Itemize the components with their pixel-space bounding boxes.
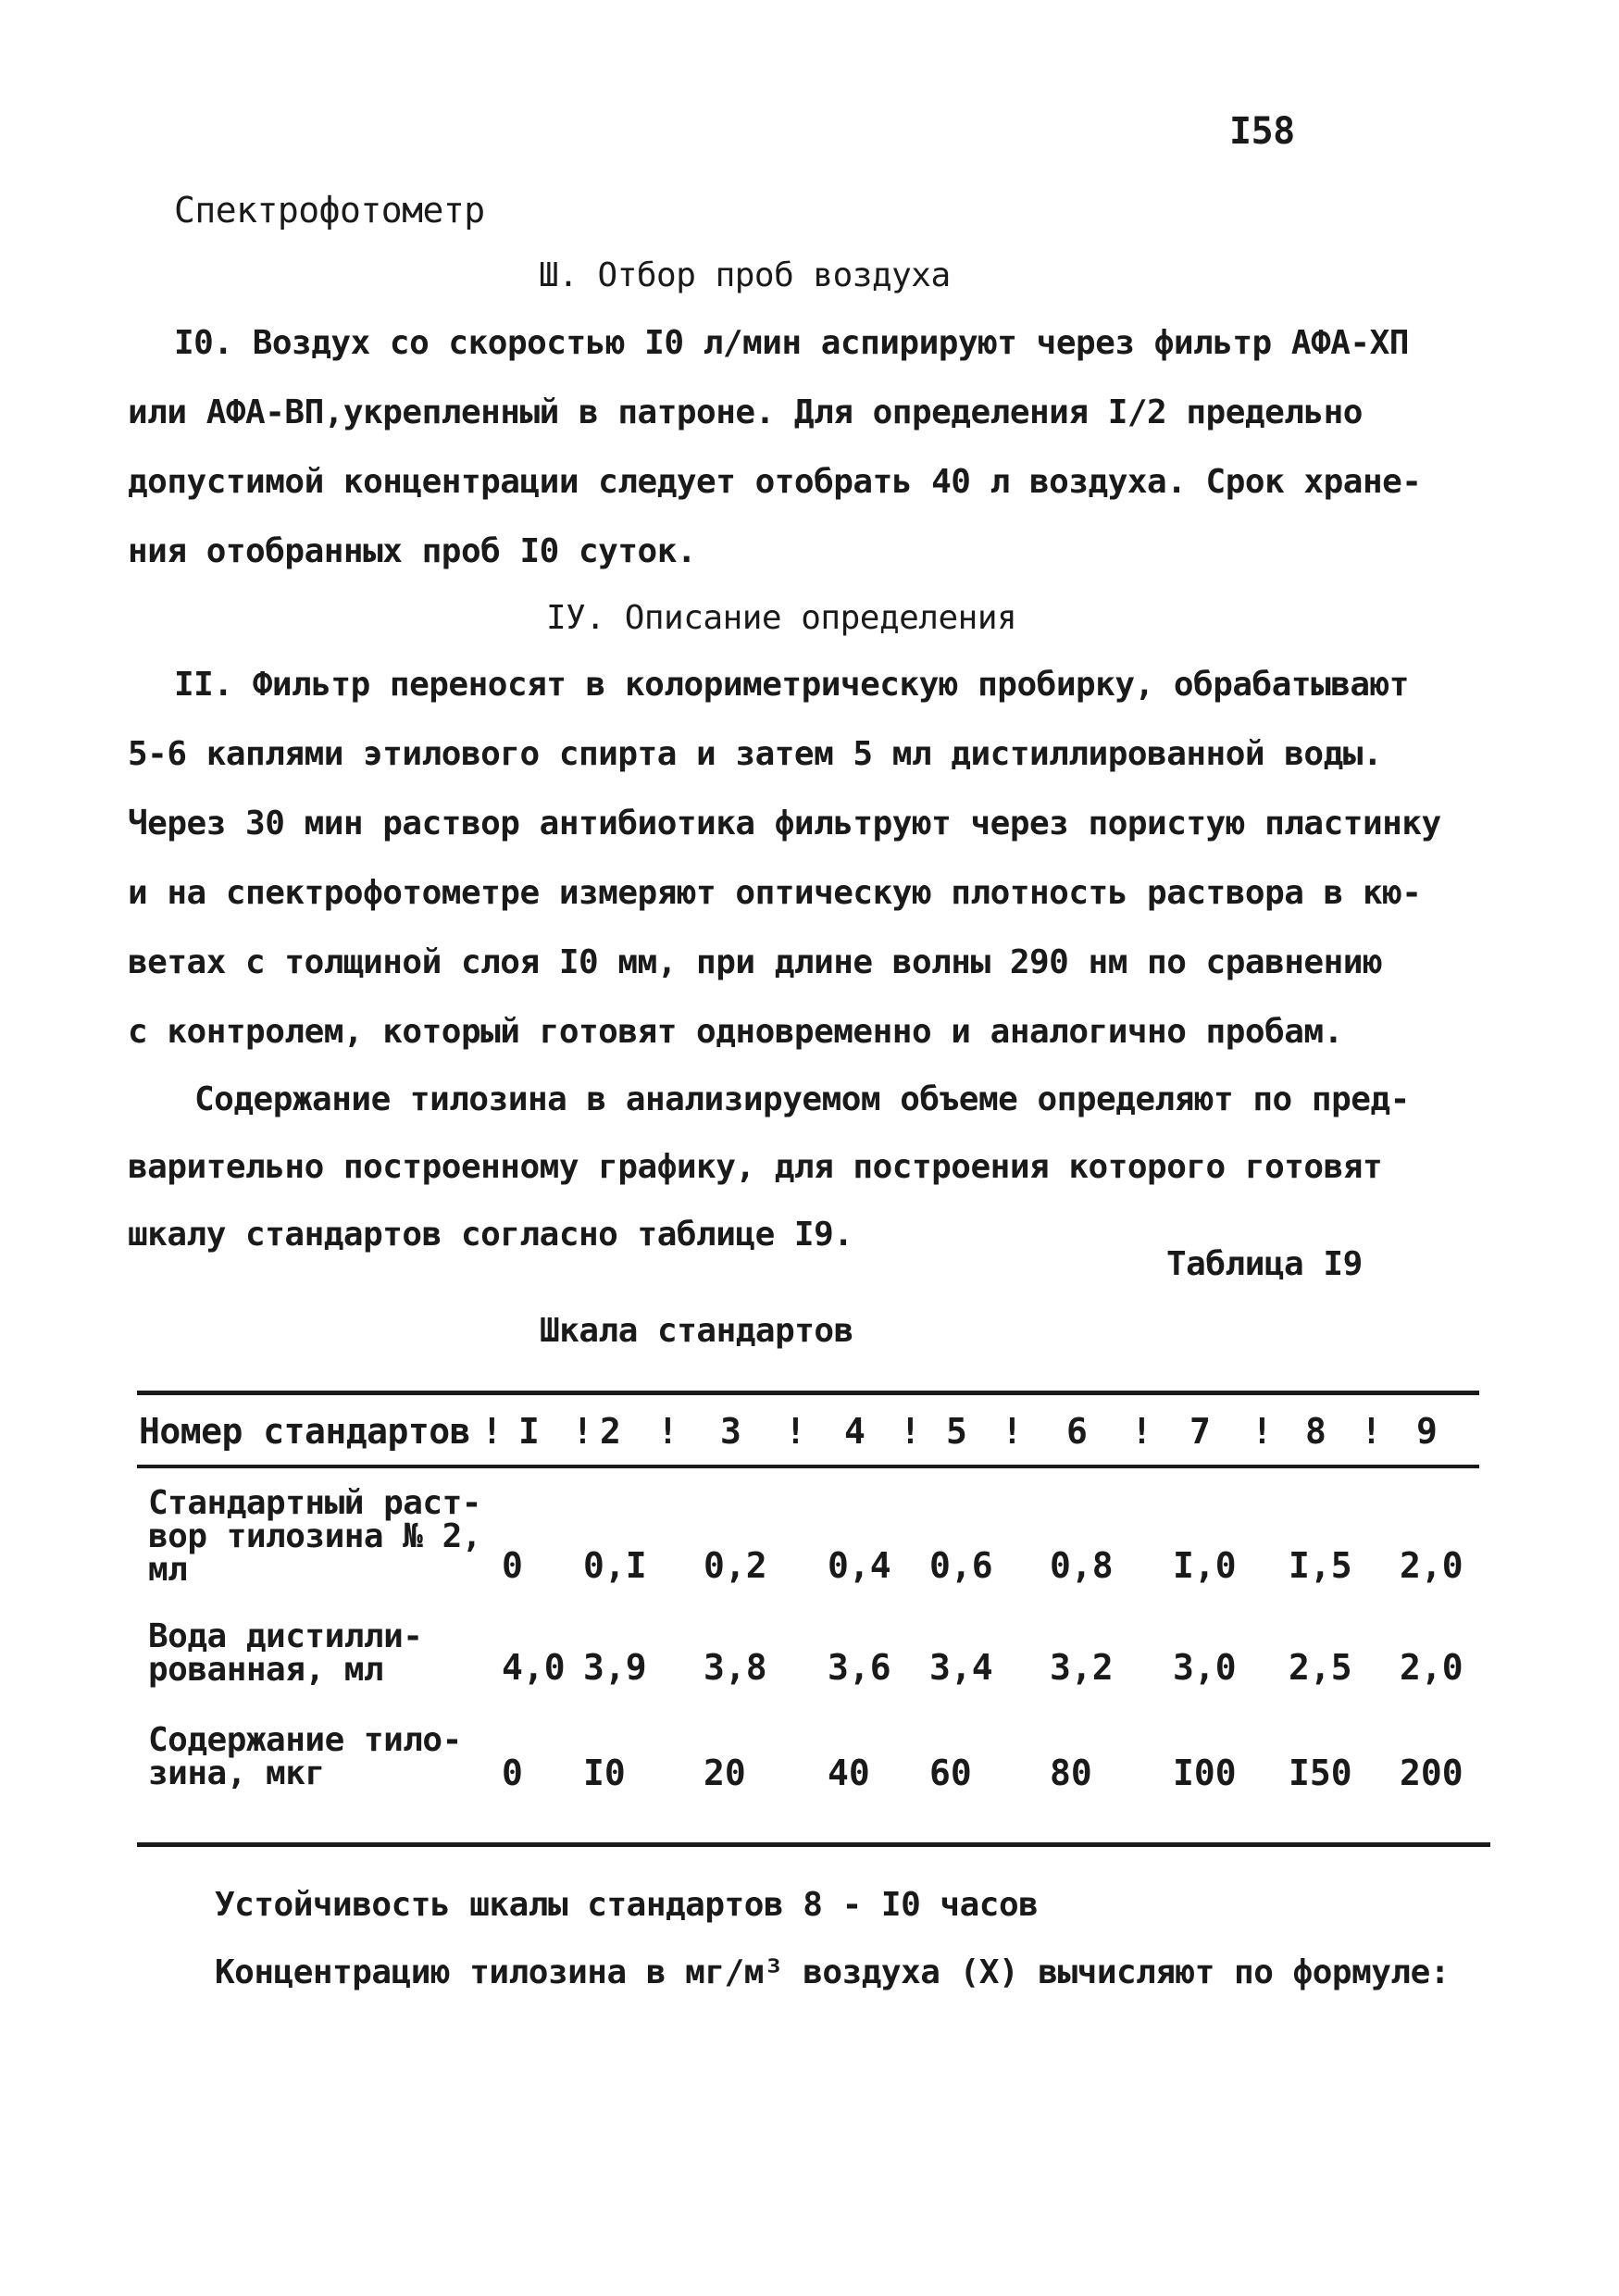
para11-line-2: 5-6 каплями этилового спирта и затем 5 мл дистиллированной воды. bbox=[128, 735, 1383, 773]
standard-number-6: 6 bbox=[1066, 1411, 1088, 1452]
row-1-label-line-2: вор тилозина № 2, bbox=[148, 1517, 481, 1555]
column-separator: ! bbox=[1252, 1411, 1273, 1452]
standard-number-9: 9 bbox=[1416, 1411, 1438, 1452]
row-1-label bbox=[148, 1484, 481, 1589]
table-cell: 200 bbox=[1400, 1753, 1463, 1793]
column-separator: ! bbox=[572, 1411, 593, 1452]
row-1-label-line-3: мл bbox=[148, 1551, 188, 1589]
table-cell: I00 bbox=[1173, 1753, 1237, 1793]
table-label: Таблица I9 bbox=[1166, 1245, 1363, 1283]
table-top-rule bbox=[137, 1391, 1479, 1395]
table-cell: 3,4 bbox=[929, 1647, 993, 1688]
standard-number-5: 5 bbox=[946, 1411, 967, 1452]
header-left: Спектрофотометр bbox=[174, 190, 485, 231]
table-cell: 40 bbox=[828, 1753, 870, 1793]
content-para-line-3: шкалу стандартов согласно таблице I9. bbox=[128, 1216, 853, 1254]
section-4-title: IУ. Описание определения bbox=[546, 599, 1017, 637]
column-separator: ! bbox=[657, 1411, 679, 1452]
para11-line-1: II. Фильтр переносят в колориметрическую пробирку, обрабатывают bbox=[174, 666, 1409, 704]
table-cell: 2,0 bbox=[1400, 1647, 1463, 1688]
table-cell: I,0 bbox=[1173, 1545, 1237, 1586]
table-cell: 60 bbox=[929, 1753, 972, 1793]
row-3-label-line-1: Содержание тило- bbox=[148, 1721, 462, 1759]
table-cell: 2,0 bbox=[1400, 1545, 1463, 1586]
table-title: Шкала стандартов bbox=[540, 1312, 853, 1350]
para11-line-5: ветах с толщиной слоя I0 мм, при длине волны 290 нм по сравнению bbox=[128, 943, 1383, 981]
section-3-title: Ш. Отбор проб воздуха bbox=[539, 256, 951, 294]
standard-number-8: 8 bbox=[1305, 1411, 1326, 1452]
row-3-label bbox=[148, 1721, 462, 1792]
table-bottom-rule bbox=[137, 1842, 1490, 1847]
column-separator: ! bbox=[1002, 1411, 1023, 1452]
row-3-label-line-2: зина, мкг bbox=[148, 1754, 325, 1792]
table-cell: 2,5 bbox=[1289, 1647, 1352, 1688]
table-cell: I,5 bbox=[1289, 1545, 1352, 1586]
para10-line-2: или АФА-ВП,укрепленный в патроне. Для определения I/2 предельно bbox=[128, 393, 1363, 431]
table-cell: 3,0 bbox=[1173, 1647, 1237, 1688]
table-cell: I0 bbox=[583, 1753, 626, 1793]
column-separator: ! bbox=[1131, 1411, 1152, 1452]
table-cell: 20 bbox=[704, 1753, 746, 1793]
stability-line: Устойчивость шкалы стандартов 8 - I0 часов bbox=[215, 1886, 1039, 1924]
table-cell: 0 bbox=[502, 1753, 523, 1793]
table-cell: 0,I bbox=[583, 1545, 647, 1586]
row-2-label-line-1: Вода дистилли- bbox=[148, 1617, 423, 1655]
standard-number-2: 2 bbox=[600, 1411, 621, 1452]
column-separator: ! bbox=[900, 1411, 921, 1452]
standard-number-4: 4 bbox=[844, 1411, 866, 1452]
table-cell: I50 bbox=[1289, 1753, 1352, 1793]
content-para-line-1: Содержание тилозина в анализируемом объеме определяют по пред- bbox=[194, 1080, 1410, 1118]
table-cell: 3,8 bbox=[704, 1647, 767, 1688]
para10-line-1: I0. Воздух со скоростью I0 л/мин аспирируют через фильтр АФА-ХП bbox=[174, 324, 1409, 362]
table-cell: 80 bbox=[1050, 1753, 1092, 1793]
table-header-rule bbox=[137, 1465, 1479, 1468]
column-separator: ! bbox=[785, 1411, 806, 1452]
table-cell: 4,0 bbox=[502, 1647, 566, 1688]
table-cell: 0,8 bbox=[1050, 1545, 1114, 1586]
table-cell: 3,6 bbox=[828, 1647, 891, 1688]
para11-line-3: Через 30 мин раствор антибиотика фильтруют через пористую пластинку bbox=[128, 805, 1441, 842]
standard-number-7: 7 bbox=[1189, 1411, 1211, 1452]
table-header-label: Номер стандартов bbox=[139, 1411, 471, 1452]
table-cell: 0,6 bbox=[929, 1545, 993, 1586]
page-number: I58 bbox=[1229, 110, 1295, 153]
column-separator: ! bbox=[481, 1411, 503, 1452]
para10-line-3: допустимой концентрации следует отобрать 40 л воздуха. Срок хране- bbox=[128, 463, 1422, 501]
standard-number-1: I bbox=[518, 1411, 540, 1452]
row-1-label-line-1: Стандартный раст- bbox=[148, 1484, 481, 1522]
content-para-line-2: варительно построенному графику, для построения которого готовят bbox=[128, 1148, 1383, 1186]
row-2-label bbox=[148, 1617, 423, 1689]
para11-line-4: и на спектрофотометре измеряют оптическую плотность раствора в кю- bbox=[128, 874, 1422, 912]
column-separator: ! bbox=[1361, 1411, 1382, 1452]
table-cell: 3,2 bbox=[1050, 1647, 1114, 1688]
formula-line: Концентрацию тилозина в мг/м³ воздуха (X) вычисляют по формуле: bbox=[215, 1953, 1450, 1991]
standard-number-3: 3 bbox=[720, 1411, 741, 1452]
para10-line-4: ния отобранных проб I0 суток. bbox=[128, 532, 697, 570]
table-cell: 3,9 bbox=[583, 1647, 647, 1688]
table-cell: 0,4 bbox=[828, 1545, 891, 1586]
para11-line-6: с контролем, который готовят одновременно и аналогично пробам. bbox=[128, 1013, 1343, 1051]
table-cell: 0 bbox=[502, 1545, 523, 1586]
table-cell: 0,2 bbox=[704, 1545, 767, 1586]
row-2-label-line-2: рованная, мл bbox=[148, 1651, 384, 1689]
